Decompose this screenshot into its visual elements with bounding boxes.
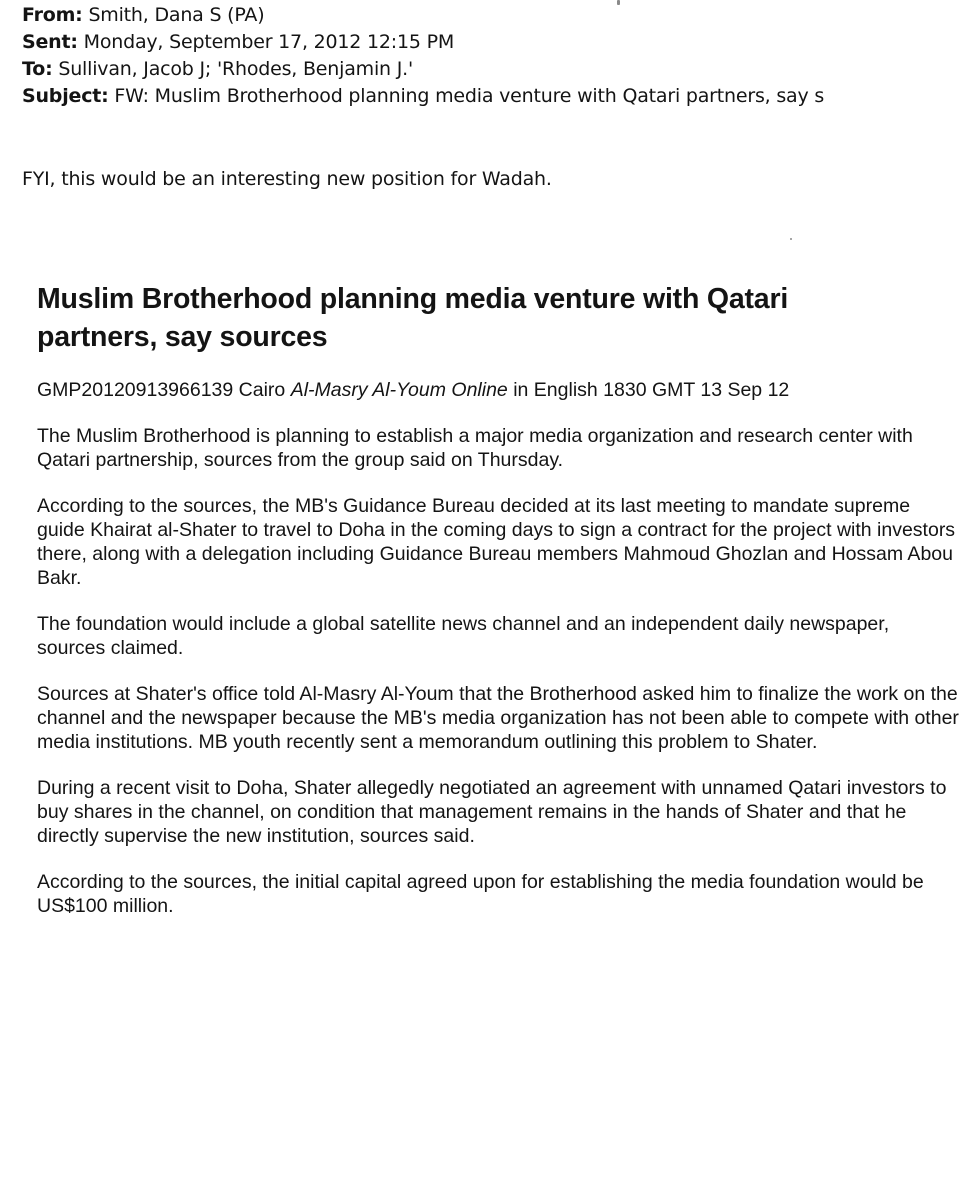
to-label: To: (22, 58, 53, 80)
dateline-prefix: GMP20120913966139 Cairo (37, 379, 291, 401)
headline-line-2: partners, say sources (37, 321, 328, 353)
article (37, 280, 962, 918)
email-header (22, 2, 972, 110)
article-paragraph: During a recent visit to Doha, Shater allegedly negotiated an agreement with unnamed Qatari investors to buy shares in the channel, on condition that management remains in the hands of Shater and that he directly supervise the new institution, sources said. (37, 777, 947, 847)
subject-label: Subject: (22, 85, 109, 107)
email-body: FYI, this would be an interesting new position for Wadah. (22, 168, 552, 190)
from-value: Smith, Dana S (PA) (88, 4, 265, 26)
article-paragraph: The Muslim Brotherhood is planning to establish a major media organization and research center with Qatari partnership, sources from the group said on Thursday. (37, 425, 913, 471)
sent-value: Monday, September 17, 2012 12:15 PM (83, 31, 455, 53)
article-paragraph: Sources at Shater's office told Al-Masry Al-Youm that the Brotherhood asked him to finalize the work on the channel and the newspaper because the MB's media organization has not been able to compete with other media institutions. MB youth recently sent a memorandum outlining this problem to Shater. (37, 683, 959, 753)
dateline-source: Al-Masry Al-Youm Online (290, 379, 508, 401)
to-row (22, 56, 972, 83)
from-row (22, 2, 972, 29)
article-paragraph: According to the sources, the MB's Guidance Bureau decided at its last meeting to mandate supreme guide Khairat al-Shater to travel to Doha in the coming days to sign a contract for the project with investors there, along with a delegation including Guidance Bureau members Mahmoud Ghozlan and Hossam Abou Bakr. (37, 495, 956, 589)
sent-row (22, 29, 972, 56)
scan-mark (790, 238, 792, 240)
article-dateline (37, 378, 962, 402)
to-value: Sullivan, Jacob J; 'Rhodes, Benjamin J.' (58, 58, 413, 80)
article-paragraph: The foundation would include a global satellite news channel and an independent daily newspaper, sources claimed. (37, 613, 890, 659)
article-paragraph: According to the sources, the initial capital agreed upon for establishing the media foundation would be US$100 million. (37, 871, 924, 917)
subject-row (22, 83, 972, 110)
dateline-suffix: in English 1830 GMT 13 Sep 12 (507, 379, 790, 401)
from-label: From: (22, 4, 83, 26)
sent-label: Sent: (22, 31, 78, 53)
subject-value: FW: Muslim Brotherhood planning media venture with Qatari partners, say s (114, 85, 825, 107)
headline-line-1: Muslim Brotherhood planning media venture with Qatari (37, 283, 789, 315)
article-headline (37, 280, 962, 356)
